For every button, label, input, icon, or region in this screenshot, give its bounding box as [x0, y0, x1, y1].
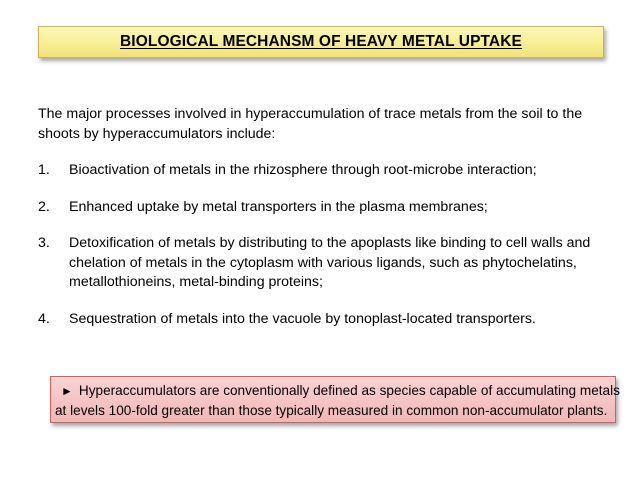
definition-note [50, 376, 620, 423]
note-text-1: Hyperaccumulators are conventionally defined as species capable of accumulating metals [78, 383, 620, 398]
list-item [38, 161, 608, 181]
list-item-text: Sequestration of metals into the vacuole by tonoplast-located transporters. [69, 310, 536, 327]
list-item-number: 4. [38, 310, 50, 327]
list-item-number: 3. [38, 235, 50, 251]
list-item [38, 234, 608, 293]
title-banner [38, 26, 604, 58]
slide-title: BIOLOGICAL MECHANSM OF HEAVY METAL UPTAKE [120, 33, 522, 50]
list-item-number: 2. [38, 198, 50, 215]
list-item-number: 1. [38, 162, 50, 178]
list-item [38, 310, 608, 330]
slide-body [38, 105, 608, 329]
list-item [38, 198, 608, 218]
note-line-1 [61, 381, 620, 401]
intro-paragraph: The major processes involved in hyperaccumulation of trace metals from the soil to the shoots by hyperaccumulators include: [38, 106, 583, 142]
list-item-text: Bioactivation of metals in the rhizosphere through root-microbe interaction; [69, 162, 537, 178]
note-text-2: at levels 100-fold greater than those typically measured in common non-accumulator plants. [55, 403, 608, 418]
process-list [38, 161, 608, 329]
list-item-text: Detoxification of metals by distributing to the apoplasts like binding to cell walls and chelation of metals in the cytoplasm with various ligands, such as phytochelatins, metallothioneins, metal-binding proteins; [69, 235, 591, 290]
list-item-text: Enhanced uptake by metal transporters in the plasma membranes; [69, 198, 488, 215]
arrow-right-icon: ► [61, 384, 73, 398]
